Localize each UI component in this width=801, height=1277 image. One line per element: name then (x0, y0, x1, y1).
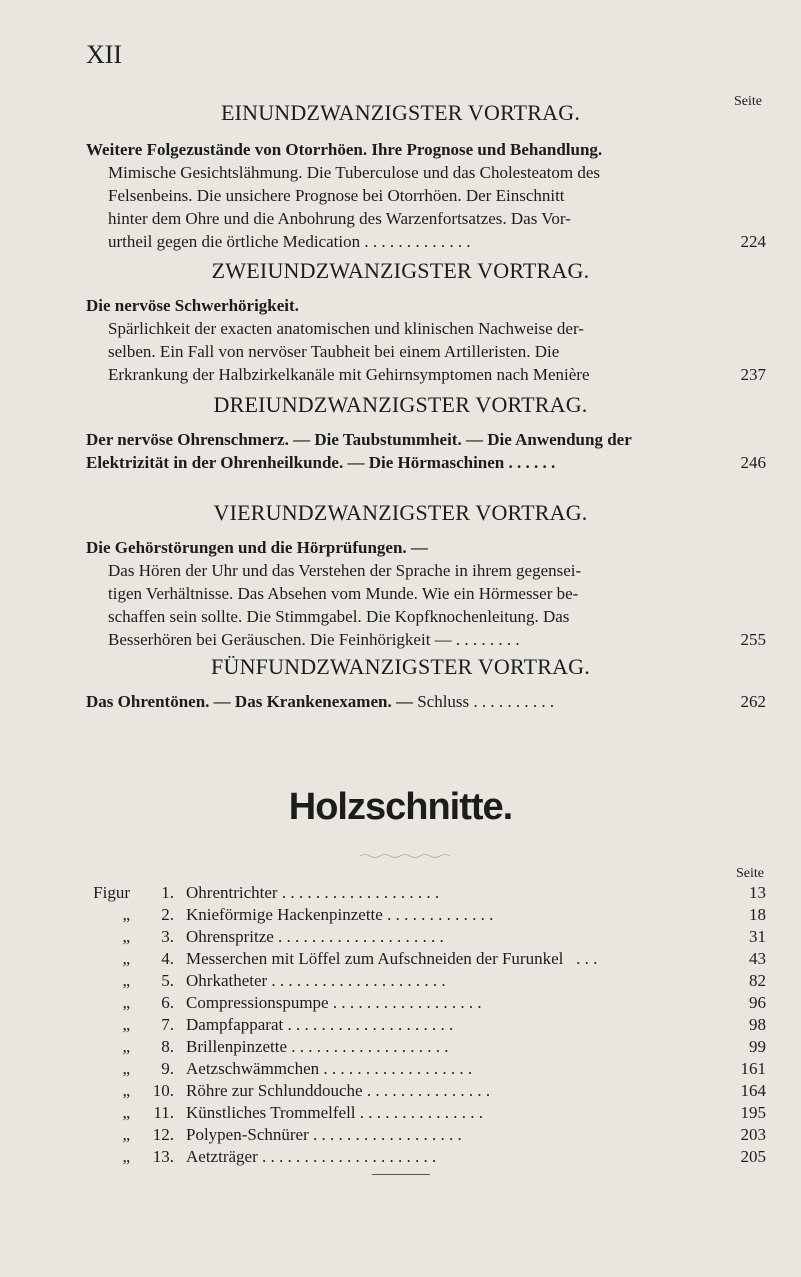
figure-row (86, 882, 766, 904)
lecture-subject-cont: Elektrizität in der Ohrenheilkunde. — Die Hörmaschinen . . . . . . (86, 453, 556, 472)
lecture-subject: Das Ohrentönen. — Das Krankenexamen. — (86, 692, 418, 711)
lecture-entry-23 (86, 428, 766, 474)
figure-row (86, 970, 766, 992)
figure-number: 10. (152, 1081, 174, 1100)
page-ref: 205 (740, 1147, 766, 1166)
figure-number: 13. (152, 1147, 174, 1166)
woodcuts-title: Holzschnitte. (288, 786, 513, 828)
ditto-mark: „ (122, 1103, 130, 1122)
ditto-mark: „ (122, 927, 130, 946)
lecture-heading-22: ZWEIUNDZWANZIGSTER VORTRAG. (211, 258, 590, 283)
ornament-divider (360, 853, 450, 859)
page-ref: 224 (740, 232, 766, 251)
figure-number: 12. (152, 1125, 174, 1144)
page-ref: 164 (740, 1081, 766, 1100)
figure-name: Dampfapparat . . . . . . . . . . . . . . . . . . . . (186, 1015, 454, 1034)
figure-name: Aetzträger . . . . . . . . . . . . . . . . . . . . . (186, 1147, 437, 1166)
figure-name: Compressionspumpe . . . . . . . . . . . . . . . . . . (186, 993, 482, 1012)
figure-name: Ohrkatheter . . . . . . . . . . . . . . . . . . . . . (186, 971, 446, 990)
page-column-label: Seite (734, 94, 762, 109)
entry-line: schaffen sein sollte. Die Stimmgabel. Die Kopfknochenleitung. Das (108, 607, 570, 626)
entry-line: Besserhören bei Geräuschen. Die Feinhörigkeit — . . . . . . . . (108, 630, 520, 649)
figure-row (86, 1080, 766, 1102)
figure-number: 7. (161, 1015, 174, 1034)
page-ref: 31 (749, 927, 766, 946)
ditto-mark: „ (122, 1125, 130, 1144)
figure-list (86, 882, 766, 1168)
ditto-mark: „ (122, 1015, 130, 1034)
lecture-entry-24 (86, 536, 766, 651)
figure-name: Aetzschwämmchen . . . . . . . . . . . . . . . . . . (186, 1059, 473, 1078)
lecture-subject: Die nervöse Schwerhörigkeit. (86, 296, 299, 315)
ditto-mark: „ (122, 1081, 130, 1100)
ditto-mark: „ (122, 1059, 130, 1078)
page-ref: 237 (740, 365, 766, 384)
ditto-mark: „ (122, 1147, 130, 1166)
figure-number: 5. (161, 971, 174, 990)
figure-row (86, 992, 766, 1014)
page-ref: 99 (749, 1037, 766, 1056)
lecture-subject: Die Gehörstörungen und die Hörprüfungen. — (86, 538, 428, 557)
figure-number: 3. (161, 927, 174, 946)
figure-row (86, 1014, 766, 1036)
figur-label: Figur (93, 883, 130, 902)
page-ref: 18 (749, 905, 766, 924)
figure-number: 9. (161, 1059, 174, 1078)
figure-number: 6. (161, 993, 174, 1012)
ditto-mark: „ (122, 949, 130, 968)
page-ref: 161 (740, 1059, 766, 1078)
figure-name: Polypen-Schnürer . . . . . . . . . . . . . . . . . . (186, 1125, 462, 1144)
figure-number: 4. (161, 949, 174, 968)
figure-number: 1. (161, 883, 174, 902)
ditto-mark: „ (122, 1037, 130, 1056)
figure-name: Ohrentrichter . . . . . . . . . . . . . . . . . . . (186, 883, 440, 902)
ditto-mark: „ (122, 971, 130, 990)
lecture-subject: Weitere Folgezustände von Otorrhöen. Ihre Prognose und Behandlung. (86, 140, 603, 159)
page-ref: 195 (740, 1103, 766, 1122)
lecture-entry-22 (86, 294, 766, 386)
lecture-subject: Der nervöse Ohrenschmerz. — Die Taubstummheit. — Die Anwendung der (86, 430, 632, 449)
entry-line: selben. Ein Fall von nervöser Taubheit bei einem Artilleristen. Die (108, 342, 560, 361)
figure-name: Brillenpinzette . . . . . . . . . . . . . . . . . . . (186, 1037, 449, 1056)
page-ref: 203 (740, 1125, 766, 1144)
ditto-mark: „ (122, 905, 130, 924)
figure-row (86, 1036, 766, 1058)
page-ref: 96 (749, 993, 766, 1012)
lecture-heading-25: FÜNFUNDZWANZIGSTER VORTRAG. (211, 654, 590, 679)
figure-name: Künstliches Trommelfell . . . . . . . . . . . . . . . (186, 1103, 484, 1122)
figure-row (86, 948, 766, 970)
entry-line: Das Hören der Uhr und das Verstehen der Sprache in ihrem gegensei- (108, 561, 582, 580)
figure-number: 11. (153, 1103, 174, 1122)
end-rule (372, 1174, 430, 1175)
page-ref: 255 (740, 630, 766, 649)
page-ref: 246 (740, 453, 766, 472)
lecture-heading-21: EINUNDZWANZIGSTER VORTRAG. (220, 100, 581, 125)
page-ref: 98 (749, 1015, 766, 1034)
figure-row (86, 926, 766, 948)
figure-row (86, 1124, 766, 1146)
page-number: XII (86, 40, 123, 69)
figure-name: Knieförmige Hackenpinzette . . . . . . . . . . . . . (186, 905, 494, 924)
entry-line: hinter dem Ohre und die Anbohrung des Warzenfortsatzes. Das Vor- (108, 209, 571, 228)
figure-row (86, 1058, 766, 1080)
lecture-subject-tail: Schluss . . . . . . . . . . (417, 692, 555, 711)
page-column-label: Seite (736, 866, 764, 881)
lecture-heading-24: VIERUNDZWANZIGSTER VORTRAG. (213, 500, 588, 525)
lecture-heading-23: DREIUNDZWANZIGSTER VORTRAG. (213, 392, 588, 417)
page-ref: 43 (749, 949, 766, 968)
entry-line: urtheil gegen die örtliche Medication . . . . . . . . . . . . . (108, 232, 471, 251)
entry-line: Mimische Gesichtslähmung. Die Tuberculose und das Cholesteatom des (108, 163, 600, 182)
page-ref: 262 (740, 692, 766, 711)
ditto-mark: „ (122, 993, 130, 1012)
entry-line: Erkrankung der Halbzirkelkanäle mit Gehirnsymptomen nach Menière (108, 365, 590, 384)
entry-line: tigen Verhältnisse. Das Absehen vom Munde. Wie ein Hörmesser be- (108, 584, 579, 603)
figure-row (86, 904, 766, 926)
lecture-entry-25 (86, 690, 766, 713)
entry-line: Spärlichkeit der exacten anatomischen und klinischen Nachweise der- (108, 319, 584, 338)
page-ref: 13 (749, 883, 766, 902)
figure-number: 8. (161, 1037, 174, 1056)
entry-line: Felsenbeins. Die unsichere Prognose bei Otorrhöen. Der Einschnitt (108, 186, 565, 205)
figure-name: Messerchen mit Löffel zum Aufschneiden der Furunkel . . . (186, 949, 598, 968)
figure-name: Ohrenspritze . . . . . . . . . . . . . . . . . . . . (186, 927, 444, 946)
figure-row (86, 1146, 766, 1168)
lecture-entry-21 (86, 138, 766, 253)
figure-name: Röhre zur Schlunddouche . . . . . . . . . . . . . . . (186, 1081, 491, 1100)
figure-row (86, 1102, 766, 1124)
page-ref: 82 (749, 971, 766, 990)
figure-number: 2. (161, 905, 174, 924)
